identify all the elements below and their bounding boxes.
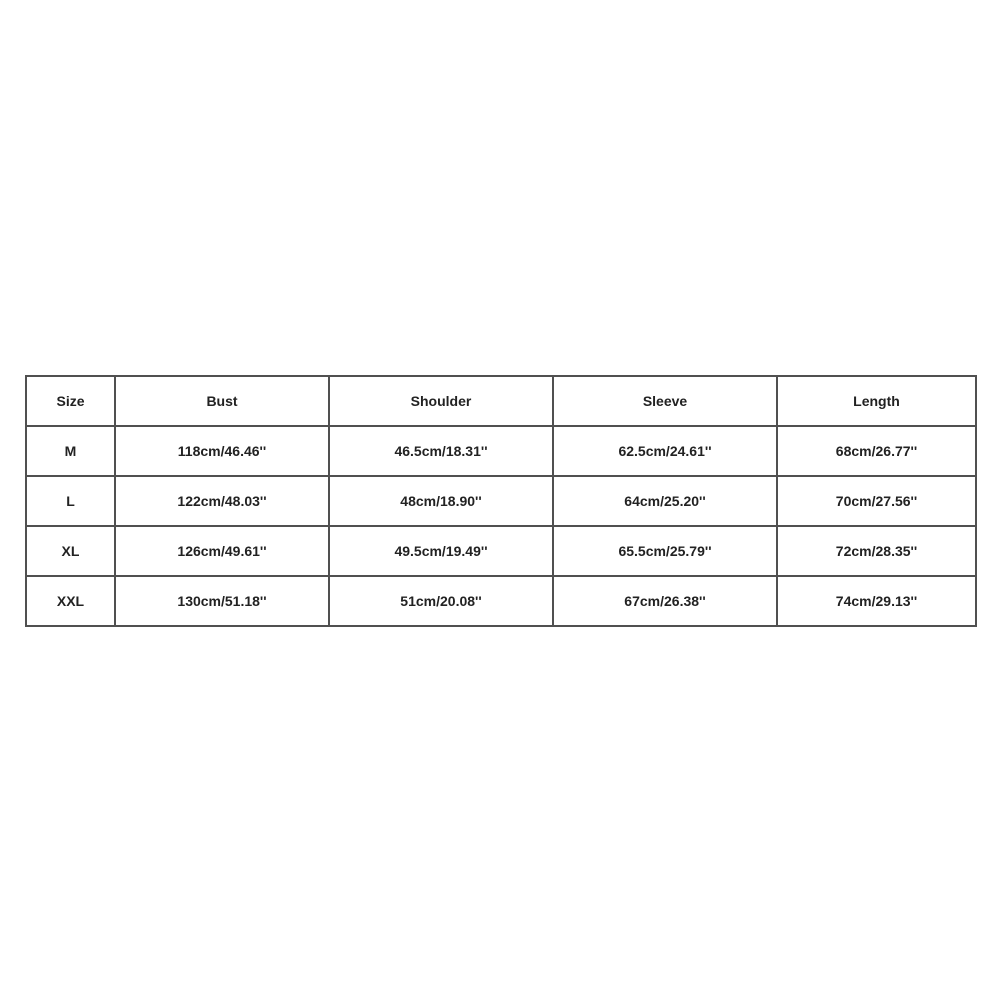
cell-shoulder: 46.5cm/18.31'' bbox=[329, 426, 553, 476]
table-row bbox=[26, 576, 976, 626]
header-size: Size bbox=[26, 376, 115, 426]
cell-sleeve: 62.5cm/24.61'' bbox=[553, 426, 777, 476]
cell-length: 72cm/28.35'' bbox=[777, 526, 976, 576]
table-row bbox=[26, 426, 976, 476]
header-shoulder: Shoulder bbox=[329, 376, 553, 426]
cell-bust: 130cm/51.18'' bbox=[115, 576, 329, 626]
header-row bbox=[26, 376, 976, 426]
header-sleeve: Sleeve bbox=[553, 376, 777, 426]
cell-size: XL bbox=[26, 526, 115, 576]
header-bust: Bust bbox=[115, 376, 329, 426]
table-row bbox=[26, 476, 976, 526]
table-row bbox=[26, 526, 976, 576]
table-header bbox=[26, 376, 976, 426]
cell-bust: 122cm/48.03'' bbox=[115, 476, 329, 526]
cell-sleeve: 65.5cm/25.79'' bbox=[553, 526, 777, 576]
header-length: Length bbox=[777, 376, 976, 426]
cell-size: M bbox=[26, 426, 115, 476]
cell-bust: 126cm/49.61'' bbox=[115, 526, 329, 576]
cell-bust: 118cm/46.46'' bbox=[115, 426, 329, 476]
cell-shoulder: 51cm/20.08'' bbox=[329, 576, 553, 626]
cell-shoulder: 49.5cm/19.49'' bbox=[329, 526, 553, 576]
cell-size: XXL bbox=[26, 576, 115, 626]
cell-length: 68cm/26.77'' bbox=[777, 426, 976, 476]
size-chart-table bbox=[25, 375, 977, 627]
cell-length: 74cm/29.13'' bbox=[777, 576, 976, 626]
cell-length: 70cm/27.56'' bbox=[777, 476, 976, 526]
cell-sleeve: 64cm/25.20'' bbox=[553, 476, 777, 526]
table-body bbox=[26, 426, 976, 626]
cell-sleeve: 67cm/26.38'' bbox=[553, 576, 777, 626]
cell-size: L bbox=[26, 476, 115, 526]
cell-shoulder: 48cm/18.90'' bbox=[329, 476, 553, 526]
